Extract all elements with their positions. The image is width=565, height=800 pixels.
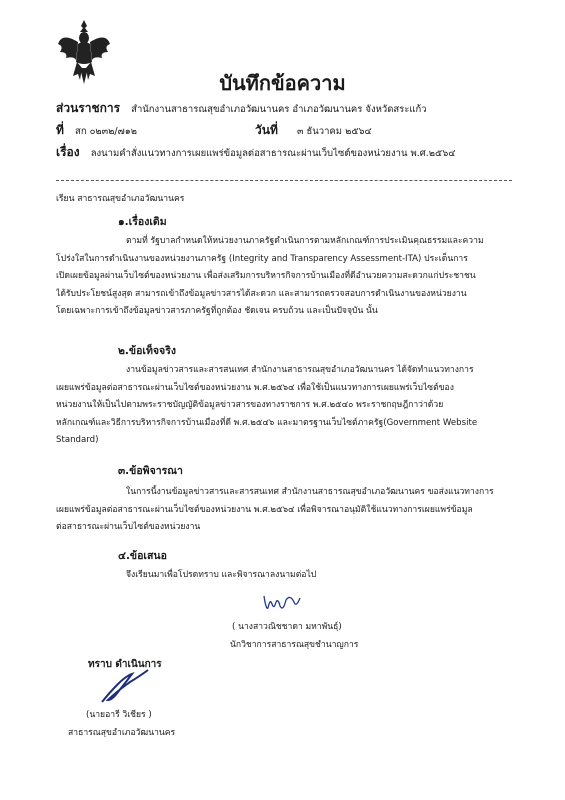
header-divider xyxy=(56,180,512,181)
subject-value: ลงนามคำสั่งแนวทางการเผยแพร่ข้อมูลต่อสาธารณะผ่านเว็บไซต์ของหน่วยงาน พ.ศ.๒๕๖๔ xyxy=(90,148,456,159)
section-line: ตามที่ รัฐบาลกำหนดให้หน่วยงานภาครัฐดำเนินการตามหลักเกณฑ์การประเมินคุณธรรมและความ xyxy=(126,236,484,246)
memo-title: บันทึกข้อความ xyxy=(219,71,346,95)
reference-value: สก ๐๒๓๒/๗๑๒ xyxy=(75,126,138,137)
section-body xyxy=(56,567,516,585)
reference-label: ที่ xyxy=(56,123,64,137)
department-value: สำนักงานสาธารณสุขอำเภอวัฒนานคร อำเภอวัฒนานคร จังหวัดสระแก้ว xyxy=(131,104,427,115)
date-value: ๓ ธันวาคม ๒๕๖๔ xyxy=(296,126,372,137)
signer-position: นักวิชาการสาธารณสุขชำนาญการ xyxy=(230,640,359,650)
approver-name: (นายอารี วิเชียร ) xyxy=(86,710,152,720)
subject-label: เรื่อง xyxy=(56,145,80,159)
section-body xyxy=(56,233,516,321)
section-body xyxy=(56,362,516,450)
approval-label: ทราบ ดำเนินการ xyxy=(88,659,162,670)
signature-mark xyxy=(260,590,304,616)
section-line: หลักเกณฑ์และวิธีการบริหารกิจการบ้านเมืองที่ดี พ.ศ.๒๕๔๖ และมาตรฐานเว็บไซต์ภาครัฐ(Government Website xyxy=(56,417,478,428)
section-line: Standard) xyxy=(56,435,99,445)
section-heading: ๓.ข้อพิจารณา xyxy=(118,465,183,477)
section-heading: ๒.ข้อเท็จจริง xyxy=(118,345,176,357)
signer-name: ( นางสาวณิชชาดา มหาพันธ์ุ) xyxy=(232,622,342,632)
reference-row xyxy=(56,119,137,140)
section-line: ต่อสาธารณะผ่านเว็บไซต์ของหน่วยงาน xyxy=(56,522,201,532)
subject-row xyxy=(56,141,455,162)
approval-signature-mark xyxy=(96,666,156,706)
section-line: ได้รับประโยชน์สูงสุด สามารถเข้าถึงข้อมูลข่าวสารได้สะดวก และสามารถตรวจสอบการดำเนินงานของหน่วยงาน xyxy=(56,288,467,299)
section-line: เปิดเผยข้อมูลผ่านเว็บไซต์ของหน่วยงาน เพื่อส่งเสริมการบริหารกิจการบ้านเมืองที่ดีอำนวยความสะดวกแก่ประชาชน xyxy=(56,271,476,281)
section-line: เผยแพร่ข้อมูลต่อสาธารณะผ่านเว็บไซต์ของหน่วยงาน พ.ศ.๒๕๖๔ เพื่อพิจารณาอนุมัติใช้แนวทางการเผยแพร่ข้อมูล xyxy=(56,504,473,515)
section-line: ในการนี้งานข้อมูลข่าวสารและสารสนเทศ สำนักงานสาธารณสุขอำเภอวัฒนานคร ขอส่งแนวทางการ xyxy=(126,487,494,497)
section-line: เผยแพร่ข้อมูลต่อสาธารณะผ่านเว็บไซต์ของหน่วยงาน พ.ศ.๒๕๖๔ เพื่อใช้เป็นแนวทางการเผยแพร่เว็บไซต์ของ xyxy=(56,382,454,393)
section-heading: ๑.เรื่องเดิม xyxy=(118,216,167,228)
date-label: วันที่ xyxy=(255,123,278,137)
section-body xyxy=(56,484,516,537)
section-line: โปร่งใสในการดำเนินงานของหน่วยงานภาครัฐ (Integrity and Transparency Assessment-ITA) ประเด็นการ xyxy=(56,253,468,264)
salutation: เรียน สาธารณสุขอำเภอวัฒนานคร xyxy=(56,194,185,204)
section-line: จึงเรียนมาเพื่อโปรดทราบ และพิจารณาลงนามต่อไป xyxy=(126,570,317,580)
approver-position: สาธารณสุขอำเภอวัฒนานคร xyxy=(68,728,176,738)
section-line: หน่วยงานให้เป็นไปตามพระราชบัญญัติข้อมูลข่าวสารของทางราชการ พ.ศ.๒๕๔๐ พระราชกฤษฎีกาว่าด้วย xyxy=(56,400,444,410)
department-label: ส่วนราชการ xyxy=(56,101,121,115)
section-line: โดยเฉพาะการเข้าถึงข้อมูลข่าวสารภาครัฐที่ถูกต้อง ชัดเจน ครบถ้วน และเป็นปัจจุบัน นั้น xyxy=(56,306,378,316)
section-heading: ๔.ข้อเสนอ xyxy=(118,550,167,562)
department-row xyxy=(56,97,427,118)
section-line: งานข้อมูลข่าวสารและสารสนเทศ สำนักงานสาธารณสุขอำเภอวัฒนานคร ได้จัดทำแนวทางการ xyxy=(126,365,474,375)
date-row xyxy=(255,119,372,140)
